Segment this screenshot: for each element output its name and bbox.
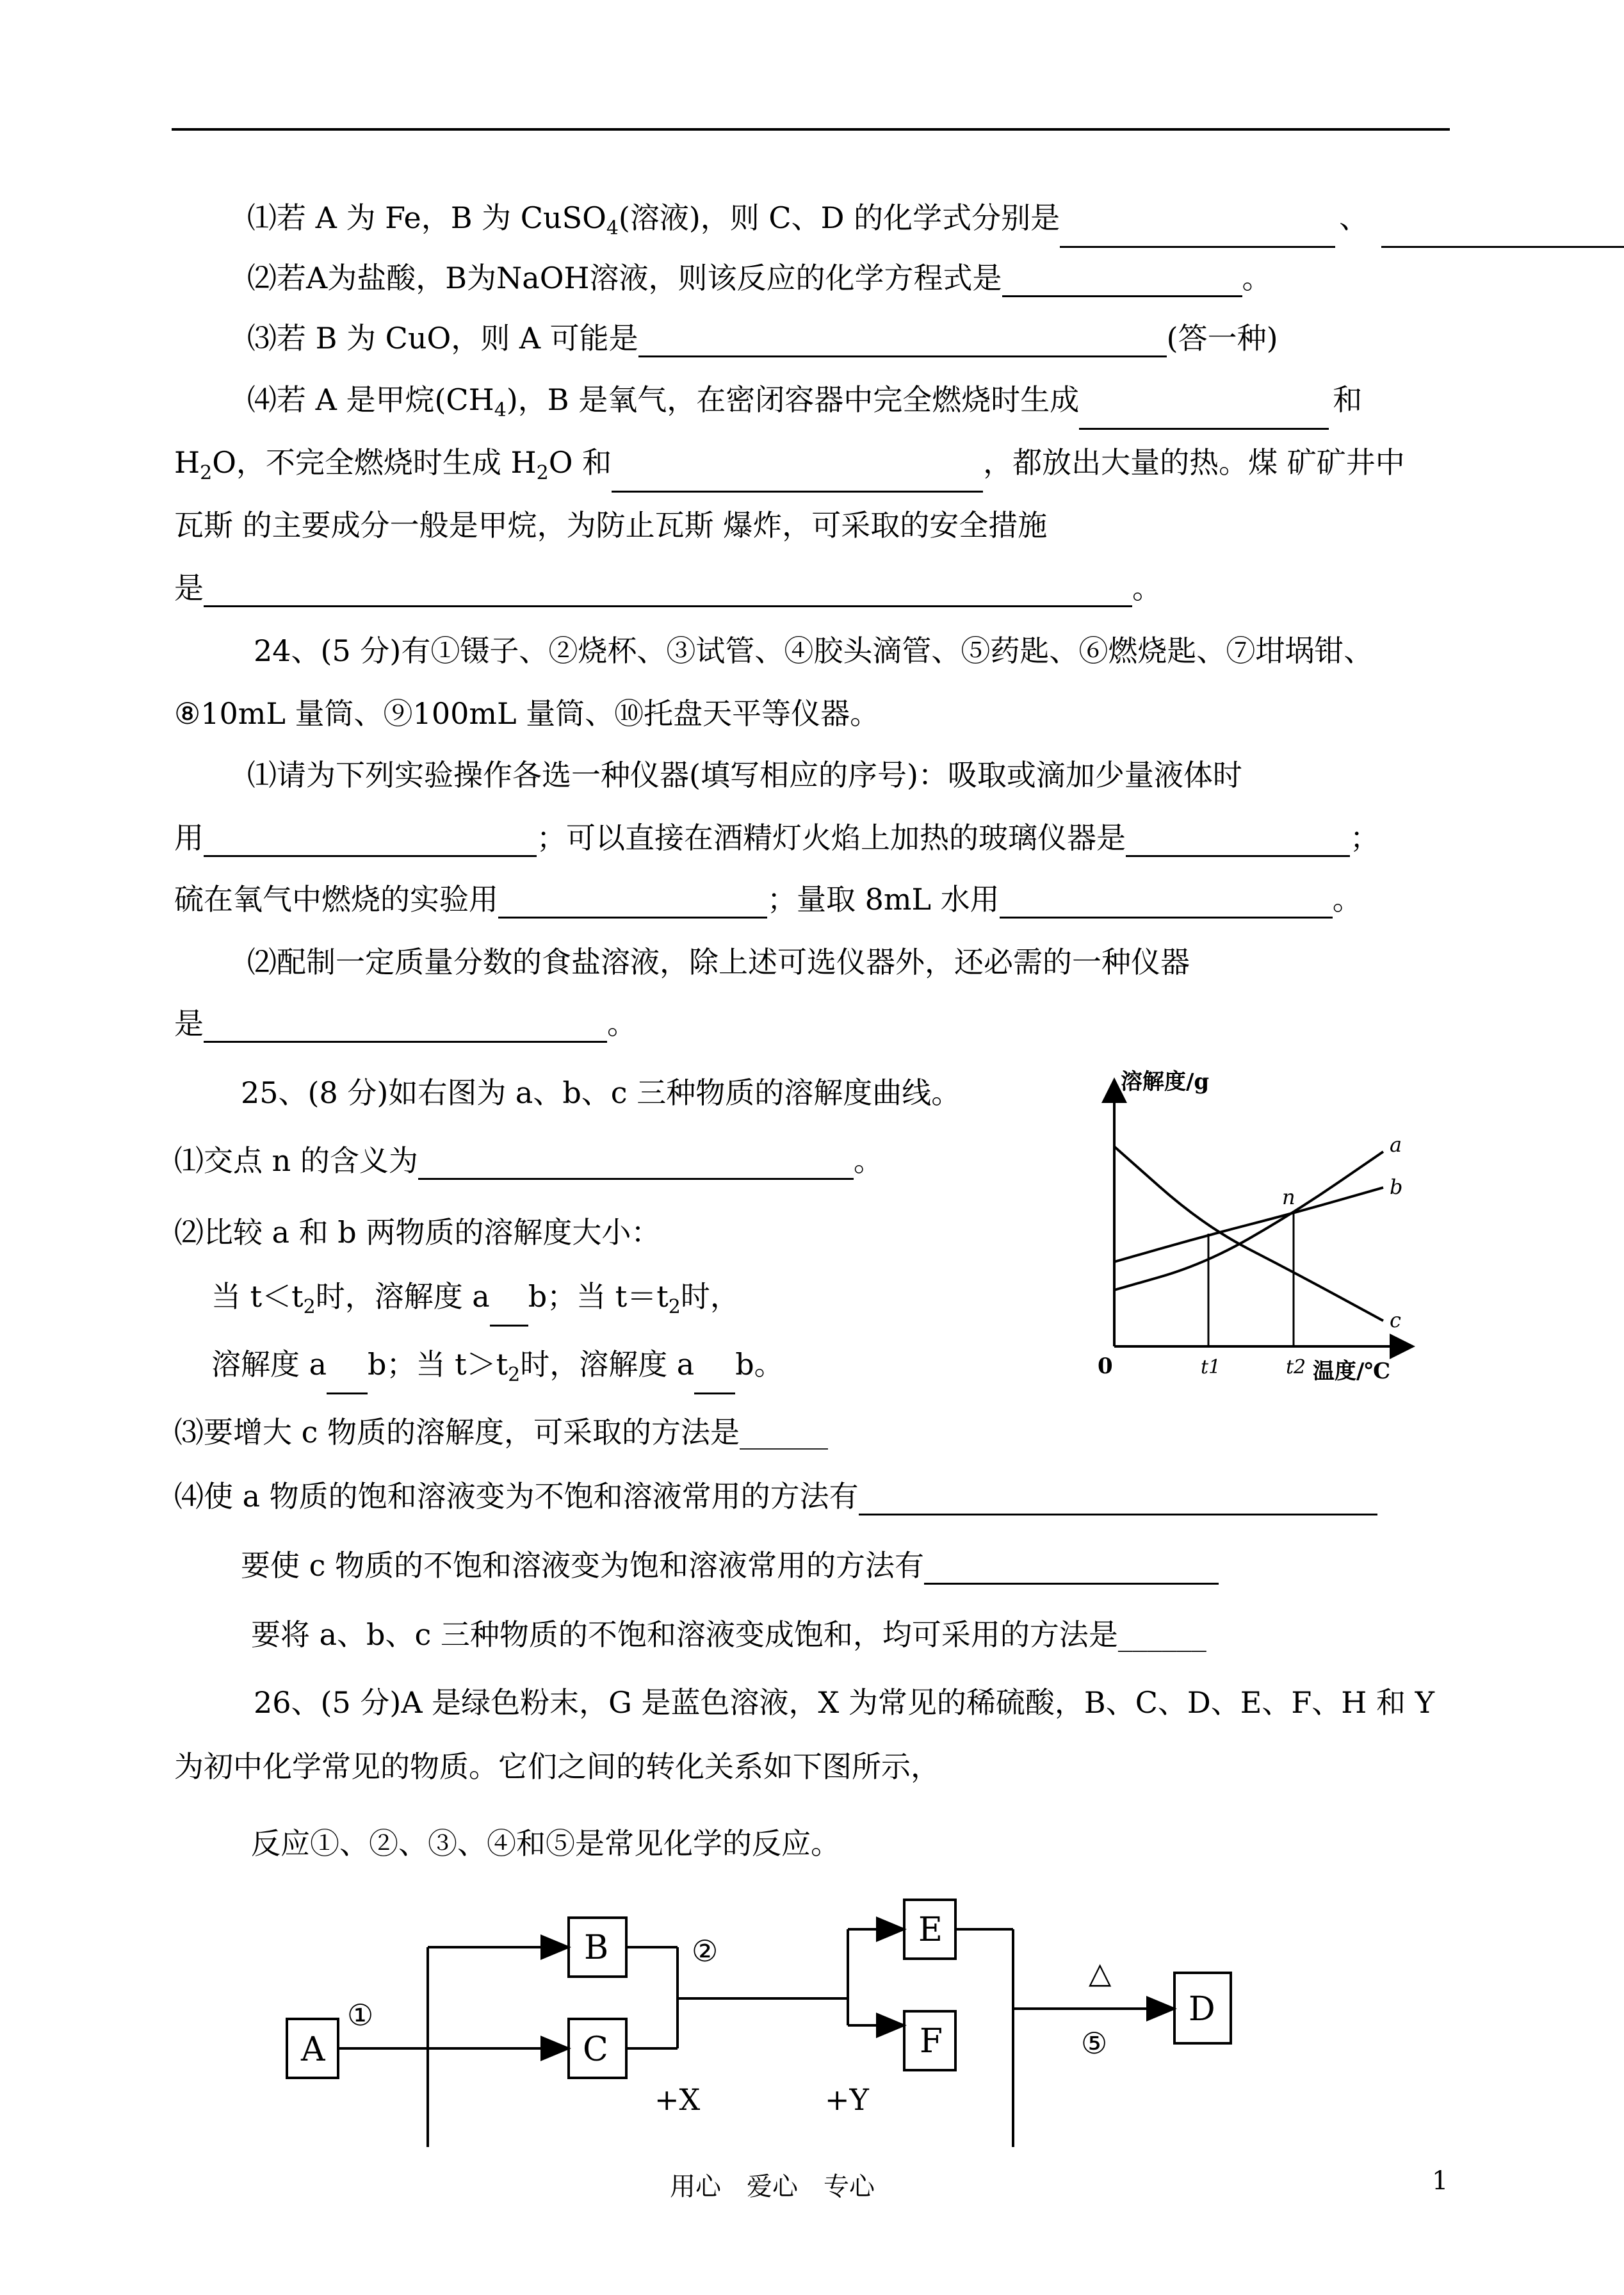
curve-label-c: c xyxy=(1390,1308,1401,1332)
q24-part2-blank: 是 。 xyxy=(174,1004,637,1043)
answer-blank[interactable] xyxy=(490,1295,528,1327)
answer-blank[interactable] xyxy=(1126,826,1350,857)
answer-blank[interactable] xyxy=(694,1363,735,1394)
q23-part3: ⑶若 B 为 CuO，则 A 可能是 (答一种) xyxy=(247,319,1278,357)
q23-part2: ⑵若A为盐酸，B为NaOH溶液，则该反应的化学方程式是 。 xyxy=(247,259,1272,297)
q23-part4-text: 瓦斯 的主要成分一般是甲烷，为防止瓦斯 爆炸，可采取的安全措施 xyxy=(174,508,1048,543)
page-number: 1 xyxy=(1432,2166,1449,2196)
answer-blank[interactable] xyxy=(612,461,983,493)
x-axis-label: 温度/℃ xyxy=(1313,1359,1391,1384)
answer-blank[interactable] xyxy=(204,1011,607,1043)
answer-blank[interactable] xyxy=(418,1148,854,1180)
q25-part1: ⑴交点 n 的含义为 。 xyxy=(174,1141,883,1180)
q24-part1-blanks-a: 用 ；可以直接在酒精灯火焰上加热的玻璃仪器是 ； xyxy=(174,819,1379,857)
q25-part2: ⑵比较 a 和 b 两物质的溶解度大小： xyxy=(174,1215,661,1250)
answer-blank[interactable] xyxy=(1381,216,1624,248)
curve-b xyxy=(1114,1188,1383,1262)
q25-part4-b: 要使 c 物质的不饱和溶液变为饱和溶液常用的方法有 xyxy=(241,1546,1219,1585)
solubility-chart xyxy=(1082,1063,1441,1390)
answer-blank[interactable] xyxy=(1079,398,1329,430)
q24-part1-blanks-b: 硫在氧气中燃烧的实验用 ；量取 8mL 水用 。 xyxy=(174,880,1362,919)
plus-x-label: +X xyxy=(654,2082,701,2117)
plus-y-label: +Y xyxy=(825,2082,869,2117)
answer-blank[interactable] xyxy=(1060,216,1335,248)
q24-stem-2: ⑧10mL 量筒、⑨100mL 量筒、⑩托盘天平等仪器。 xyxy=(174,696,880,731)
origin-label: 0 xyxy=(1098,1353,1113,1379)
q25-stem: 25、(8 分)如右图为 a、b、c 三种物质的溶解度曲线。 xyxy=(241,1075,961,1110)
node-d-label: D xyxy=(1189,1990,1215,2029)
q23-part4-end: 是 。 xyxy=(174,569,1162,607)
q23-part4: ⑷若 A 是甲烷$(CH_4)$，B 是氧气，在密闭容器中完全燃烧时生成 和 xyxy=(247,380,1362,430)
intersection-label: n xyxy=(1282,1185,1295,1209)
answer-blank[interactable] xyxy=(859,1484,1377,1515)
answer-blank[interactable] xyxy=(204,826,537,857)
q25-part2-b: 溶解度 a b；当 $t>t_2$时，溶解度 a b。 xyxy=(211,1345,784,1394)
q24-part2: ⑵配制一定质量分数的食盐溶液，除上述可选仪器外，还必需的一种仪器 xyxy=(247,945,1190,979)
q23-part1: ⑴若 A 为 Fe，B 为 CuSO$_4$(溶液)，则 C、D 的化学式分别是 、 xyxy=(247,199,1624,248)
answer-blank[interactable] xyxy=(1002,266,1242,297)
q25-part3: ⑶要增大 c 物质的溶解度，可采取的方法是______ xyxy=(174,1415,829,1450)
curve-label-b: b xyxy=(1390,1175,1403,1199)
footer-slogan: 用心 爱心 专心 xyxy=(670,2172,875,2201)
y-axis-label: 溶解度/g xyxy=(1121,1069,1210,1095)
q26-stem-1: 26、(5 分)A 是绿色粉末，G 是蓝色溶液，X 为常见的稀硫酸，B、C、D、E、F、H 和 Y xyxy=(254,1685,1434,1720)
q25-part4-c: 要将 a、b、c 三种物质的不饱和溶液变成饱和，均可采用的方法是______ xyxy=(251,1617,1206,1652)
q26-stem-2: 为初中化学常见的物质。它们之间的转化关系如下图所示， xyxy=(174,1749,940,1784)
q26-stem-3: 反应①、②、③、④和⑤是常见化学的反应。 xyxy=(251,1826,840,1861)
node-f-label: F xyxy=(920,2022,943,2061)
node-a-label: A xyxy=(301,2030,325,2069)
answer-blank[interactable] xyxy=(638,326,1167,357)
answer-blank[interactable] xyxy=(1000,887,1333,919)
q23-part4-cont: $H_2O$，不完全燃烧时生成 $H_2O$ 和 ，都放出大量的热。煤 矿矿井中 xyxy=(174,443,1405,493)
curve-c xyxy=(1114,1147,1383,1321)
answer-blank[interactable] xyxy=(327,1363,368,1394)
q24-stem-1: 24、(5 分)有①镊子、②烧杯、③试管、④胶头滴管、⑤药匙、⑥燃烧匙、⑦坩埚钳、 xyxy=(254,633,1374,668)
x-tick-t1: t1 xyxy=(1201,1356,1221,1378)
node-c-label: C xyxy=(583,2030,608,2069)
q24-part1: ⑴请为下列实验操作各选一种仪器(填写相应的序号)：吸取或滴加少量液体时 xyxy=(247,758,1242,792)
reaction-diagram xyxy=(256,1883,1281,2152)
x-tick-t2: t2 xyxy=(1286,1356,1306,1378)
node-e-label: E xyxy=(918,1911,943,1949)
curve-label-a: a xyxy=(1390,1132,1402,1157)
reaction-2-label: ② xyxy=(692,1934,719,1968)
reaction-1-label: ① xyxy=(347,1998,374,2032)
answer-blank[interactable] xyxy=(498,887,767,919)
q25-part2-a: 当 $t<t_2$时，溶解度 a b；当 $t=t_2$时， xyxy=(211,1277,740,1327)
answer-blank[interactable] xyxy=(924,1553,1219,1585)
reaction-5-label: ⑤ xyxy=(1081,2026,1108,2061)
header-rule xyxy=(172,128,1450,131)
q25-part4: ⑷使 a 物质的饱和溶液变为不饱和溶液常用的方法有 xyxy=(174,1477,1377,1515)
curve-a xyxy=(1114,1152,1383,1290)
delta-label: △ xyxy=(1089,1956,1112,1990)
node-b-label: B xyxy=(584,1929,609,1967)
answer-blank[interactable] xyxy=(204,576,1132,607)
